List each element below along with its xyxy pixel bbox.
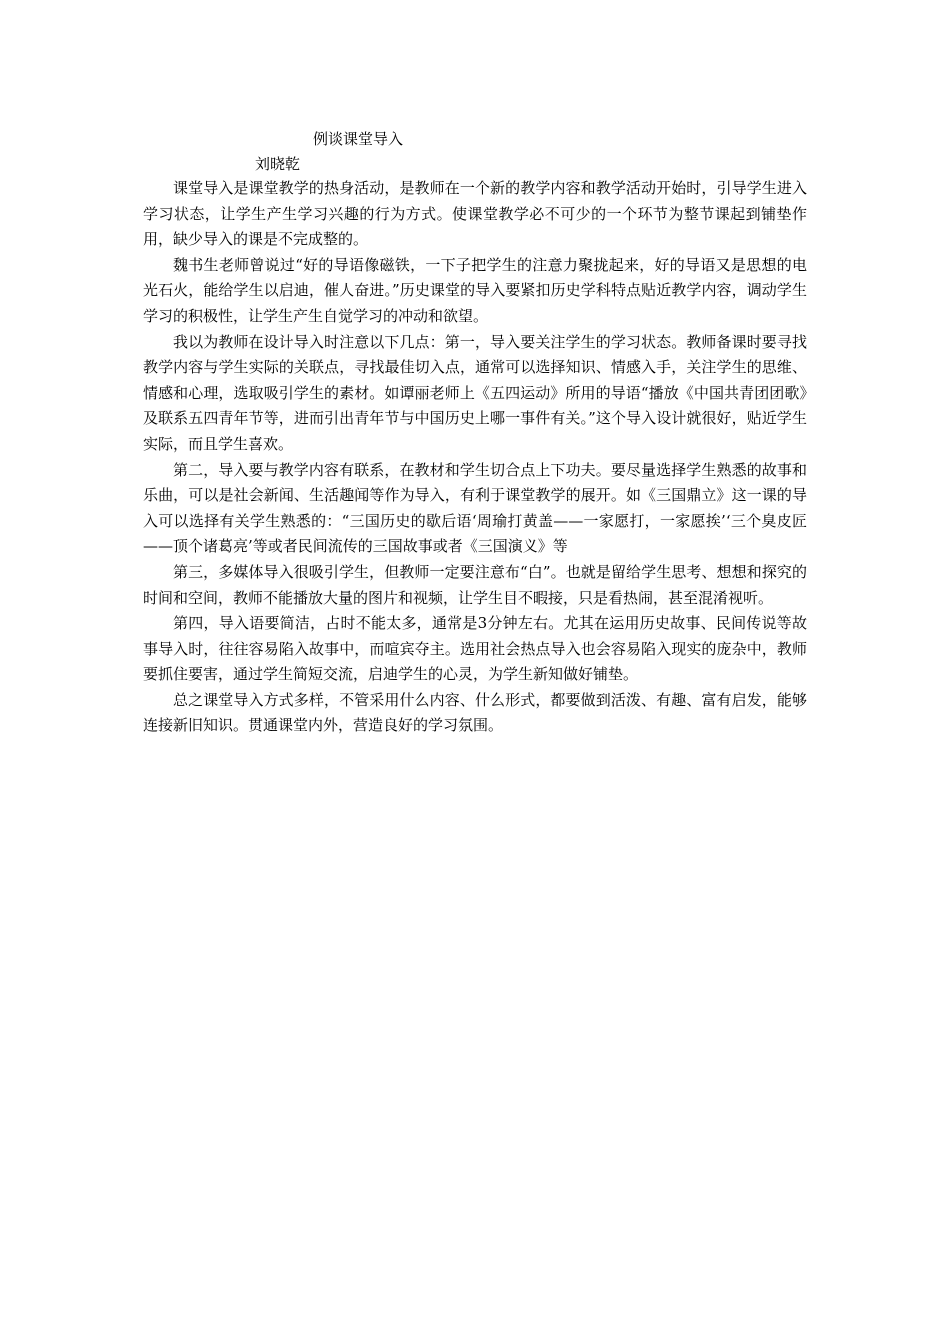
paragraph-2: 魏书生老师曾说过“好的导语像磁铁，一下子把学生的注意力聚拢起来，好的导语又是思想的电光石火，能给学生以启迪，催人奋进。”历史课堂的导入要紧扣历史学科特点贴近教学内容，调动学生学习的积极性，让学生产生自觉学习的冲动和欲望。 [143,255,807,325]
paragraph-1: 课堂导入是课堂教学的热身活动，是教师在一个新的教学内容和教学活动开始时，引导学生进入学习状态，让学生产生学习兴趣的行为方式。使课堂教学必不可少的一个环节为整节课起到铺垫作用，缺少导入的课是不完成整的。 [143,179,807,249]
paragraph-3: 我以为教师在设计导入时注意以下几点：第一，导入要关注学生的学习状态。教师备课时要寻找教学内容与学生实际的关联点，寻找最佳切入点，通常可以选择知识、情感入手，关注学生的思维、情感和心理，选取吸引学生的素材。如谭丽老师上《五四运动》所用的导语“播放《中国共青团团歌》及联系五四青年节等，进而引出青年节与中国历史上哪一事件有关。”这个导入设计就很好，贴近学生实际，而且学生喜欢。 [143,332,807,453]
document-title: 例谈课堂导入 [313,130,404,148]
paragraph-4: 第二，导入要与教学内容有联系，在教材和学生切合点上下功夫。要尽量选择学生熟悉的故事和乐曲，可以是社会新闻、生活趣闻等作为导入，有利于课堂教学的展开。如《三国鼎立》这一课的导入可以选择有关学生熟悉的：“三国历史的歇后语‘周瑜打黄盖——一家愿打，一家愿挨’‘三个臭皮匠——顶个诸葛亮’等或者民间流传的三国故事或者《三国演义》等 [143,460,807,556]
document-body [143,176,807,739]
paragraph-5: 第三，多媒体导入很吸引学生，但教师一定要注意布“白”。也就是留给学生思考、想想和探究的时间和空间，教师不能播放大量的图片和视频，让学生目不暇接，只是看热闹，甚至混淆视听。 [143,562,807,607]
paragraph-7: 总之课堂导入方式多样，不管采用什么内容、什么形式，都要做到活泼、有趣、富有启发，能够连接新旧知识。贯通课堂内外，营造良好的学习氛围。 [143,690,807,735]
document-author: 刘晓乾 [255,155,301,173]
paragraph-6: 第四，导入语要简洁，占时不能太多，通常是3分钟左右。尤其在运用历史故事、民间传说等故事导入时，往往容易陷入故事中，而喧宾夺主。选用社会热点导入也会容易陷入现实的庞杂中，教师要抓住要害，通过学生简短交流，启迪学生的心灵，为学生新知做好铺垫。 [143,614,807,684]
